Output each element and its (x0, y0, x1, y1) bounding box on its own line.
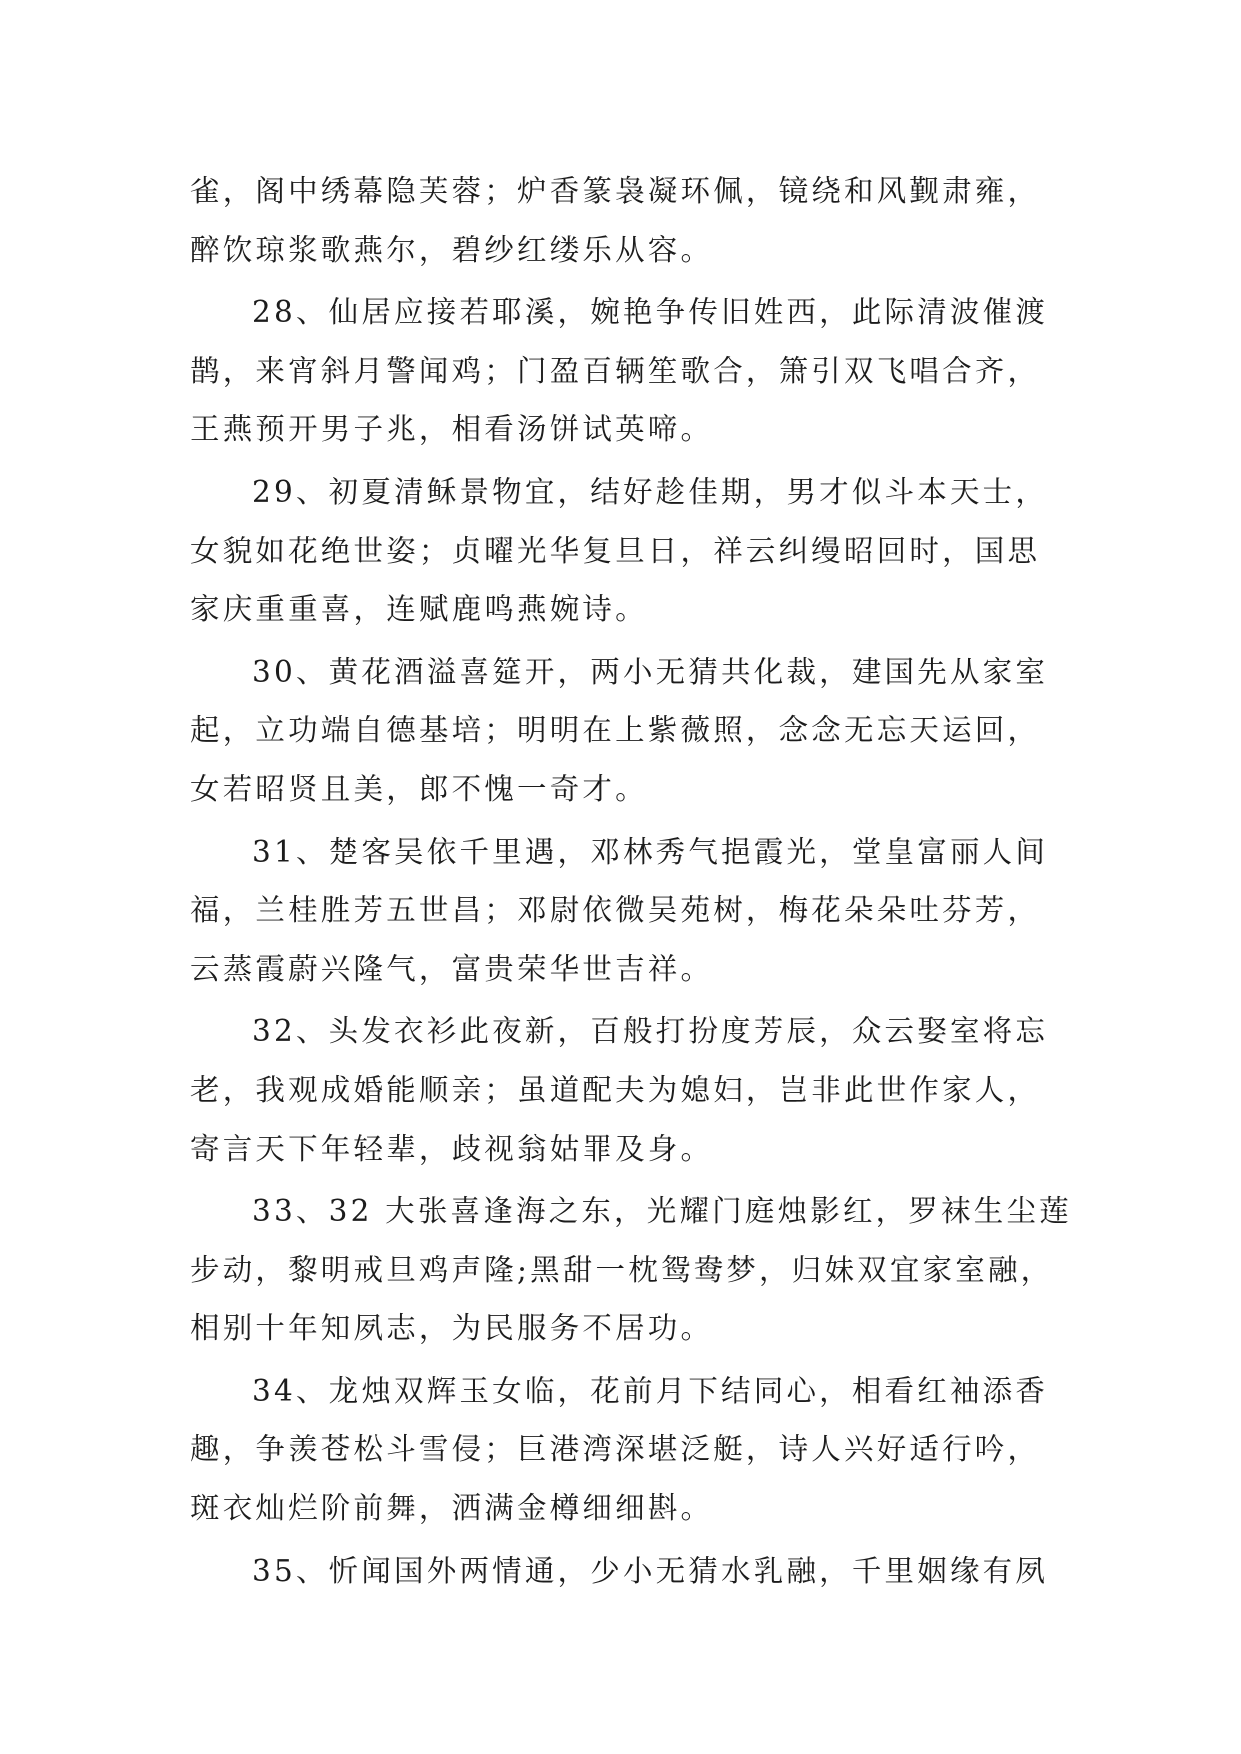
text-line: 31、楚客吴依千里遇，邓林秀气挹霞光，堂皇富丽人间 (252, 834, 1049, 869)
text-line: 雀，阁中绣幕隐芙蓉；炉香篆袅凝环佩，镜绕和风觐肃雍， (190, 174, 1041, 208)
text-line: 老，我观成婚能顺亲；虽道配夫为媳妇，岂非此世作家人， (190, 1072, 1041, 1107)
text-line: 步动，黎明戒旦鸡声隆;黑甜一枕鸳鸯梦，归妹双宜家室融， (190, 1252, 1054, 1287)
text-line: 33、32 大张喜逢海之东，光耀门庭烛影红，罗袜生尘莲 (252, 1194, 1072, 1229)
text-line: 寄言天下年轻辈，歧视翁姑罪及身。 (190, 1131, 714, 1166)
text-line: 云蒸霞蔚兴隆气，富贵荣华世吉祥。 (190, 951, 714, 986)
text-line: 29、初夏清稣景物宜，结好趁佳期，男才似斗本天士， (252, 474, 1049, 509)
text-line: 醉饮琼浆歌燕尔，碧纱红缕乐从容。 (190, 232, 714, 267)
text-line: 35、忻闻国外两情通，少小无猜水乳融，千里姻缘有夙 (252, 1553, 1049, 1588)
text-line: 趣，争羡苍松斗雪侵；巨港湾深堪泛艇，诗人兴好适行吟， (190, 1432, 1041, 1467)
text-line: 女貌如花绝世姿；贞曜光华复旦日，祥云纠缦昭回时，国思 (190, 533, 1041, 568)
text-line: 相别十年知夙志，为民服务不居功。 (190, 1311, 714, 1346)
text-line: 女若昭贤且美，郎不愧一奇才。 (190, 771, 648, 806)
text-line: 28、仙居应接若耶溪，婉艳争传旧姓西，此际清波催渡 (252, 295, 1049, 330)
text-line: 32、头发衣衫此夜新，百般打扮度芳辰，众云娶室将忘 (252, 1014, 1049, 1049)
poem-text-body (190, 162, 1072, 1600)
text-line: 30、黄花酒溢喜筵开，两小无猜共化裁，建国先从家室 (252, 654, 1049, 689)
text-line: 斑衣灿烂阶前舞，洒满金樽细细斟。 (190, 1491, 714, 1526)
text-line: 34、龙烛双辉玉女临，花前月下结同心，相看红袖添香 (252, 1373, 1049, 1408)
text-line: 鹊，来宵斜月警闻鸡；门盈百辆笙歌合，箫引双飞唱合齐， (190, 353, 1041, 388)
text-line: 起，立功端自德基培；明明在上紫薇照，念念无忘天运回， (190, 713, 1041, 748)
text-line: 家庆重重喜，连赋鹿鸣燕婉诗。 (190, 592, 648, 627)
text-line: 王燕预开男子兆，相看汤饼试英啼。 (190, 412, 714, 447)
text-line: 福，兰桂胜芳五世昌；邓尉依微吴苑树，梅花朵朵吐芬芳， (190, 893, 1041, 928)
